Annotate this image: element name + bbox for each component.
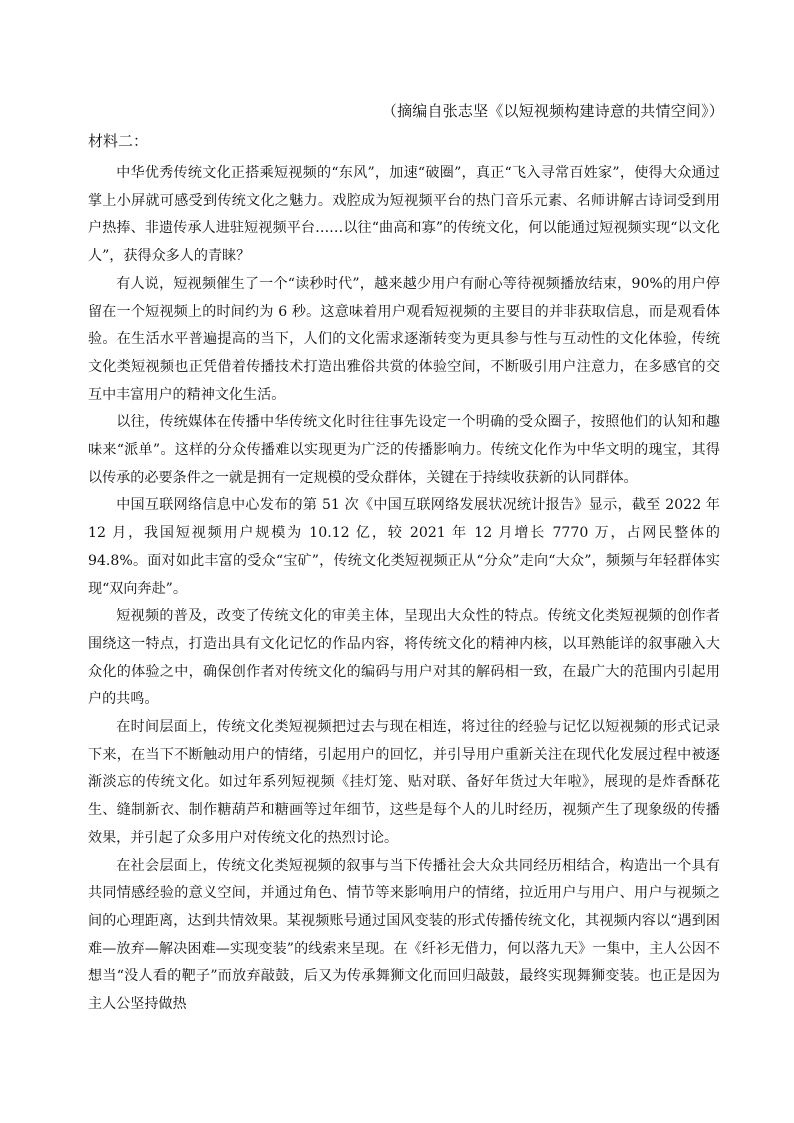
paragraph: 中华优秀传统文化正搭乘短视频的“东风”，加速“破圈”，真正“飞入寻常百姓家”，使得大众通过掌上小屏就可感受到传统文化之魅力。戏腔成为短视频平台的热门音乐元素、名师讲解古诗词受到用户热捧、非遗传承人进驻短视频平台……以往“曲高和寡”的传统文化，何以能通过短视频实现“以文化人”，获得众多人的青睐？ bbox=[88, 165, 720, 265]
paragraph: 以往，传统媒体在传播中华传统文化时往往事先设定一个明确的受众圈子，按照他们的认知和趣味来“派单”。这样的分众传播难以实现更为广泛的传播影响力。传统文化作为中华文明的瑰宝，其得以传承的必要条件之一就是拥有一定规模的受众群体，关键在于持续收获新的认同群体。 bbox=[88, 414, 720, 486]
paragraph: 在时间层面上，传统文化类短视频把过去与现在相连，将过往的经验与记忆以短视频的形式记录下来，在当下不断触动用户的情绪，引起用户的回忆，并引导用户重新关注在现代化发展过程中被逐渐淡忘的传统文化。如过年系列短视频《挂灯笼、贴对联、备好年货过大年啦》，展现的是炸香酥花生、缝制新衣、制作糖葫芦和糖画等过年细节，这些是每个人的儿时经历，视频产生了现象级的传播效果，并引起了众多用户对传统文化的热烈讨论。 bbox=[88, 719, 720, 846]
paragraph: 有人说，短视频催生了一个“读秒时代”，越来越少用户有耐心等待视频播放结束，90%的用户停留在一个短视频上的时间约为 6 秒。这意味着用户观看短视频的主要目的并非获取信息，而是观看体验。在生活水平普遍提高的当下，人们的文化需求逐渐转变为更具参与性与互动性的文化体验，传统文化类短视频也正凭借着传播技术打造出雅俗共赏的体验空间，不断吸引用户注意力，在多感官的交互中丰富用户的精神文化生活。 bbox=[88, 275, 720, 403]
article-body bbox=[88, 160, 720, 1019]
section-heading: 材料二： bbox=[88, 132, 149, 150]
source-citation: （摘编自张志坚《以短视频构建诗意的共情空间》） bbox=[381, 102, 724, 120]
paragraph: 在社会层面上，传统文化类短视频的叙事与当下传播社会大众共同经历相结合，构造出一个具有共同情感经验的意义空间，并通过角色、情节等来影响用户的情绪，拉近用户与用户、用户与视频之间的心理距离，达到共情效果。某视频账号通过国风变装的形式传播传统文化，其视频内容以“遇到困难—放弃—解决困难—实现变装”的线索来呈现。在《纤衫无借力，何以落九天》一集中，主人公因不想当“没人看的靶子”而放弃敲鼓，后又为传承舞狮文化而回归敲鼓，最终实现舞狮变装。也正是因为主人公坚持做热 bbox=[88, 857, 720, 1013]
paragraph: 中国互联网络信息中心发布的第 51 次《中国互联网络发展状况统计报告》显示，截至 2022 年 12 月，我国短视频用户规模为 10.12 亿，较 2021 年 12 月增长 7770 万，占网民整体的 94.8%。面对如此丰富的受众“宝矿”，传统文化类短视频正从“分众”走向“大众”，频频与年轻群体实现“双向奔赴”。 bbox=[88, 497, 720, 597]
paragraph: 短视频的普及，改变了传统文化的审美主体，呈现出大众性的特点。传统文化类短视频的创作者围绕这一特点，打造出具有文化记忆的作品内容，将传统文化的精神内核，以耳熟能详的叙事融入大众化的体验之中，确保创作者对传统文化的编码与用户对其的解码相一致，在最广大的范围内引起用户的共鸣。 bbox=[88, 608, 720, 708]
